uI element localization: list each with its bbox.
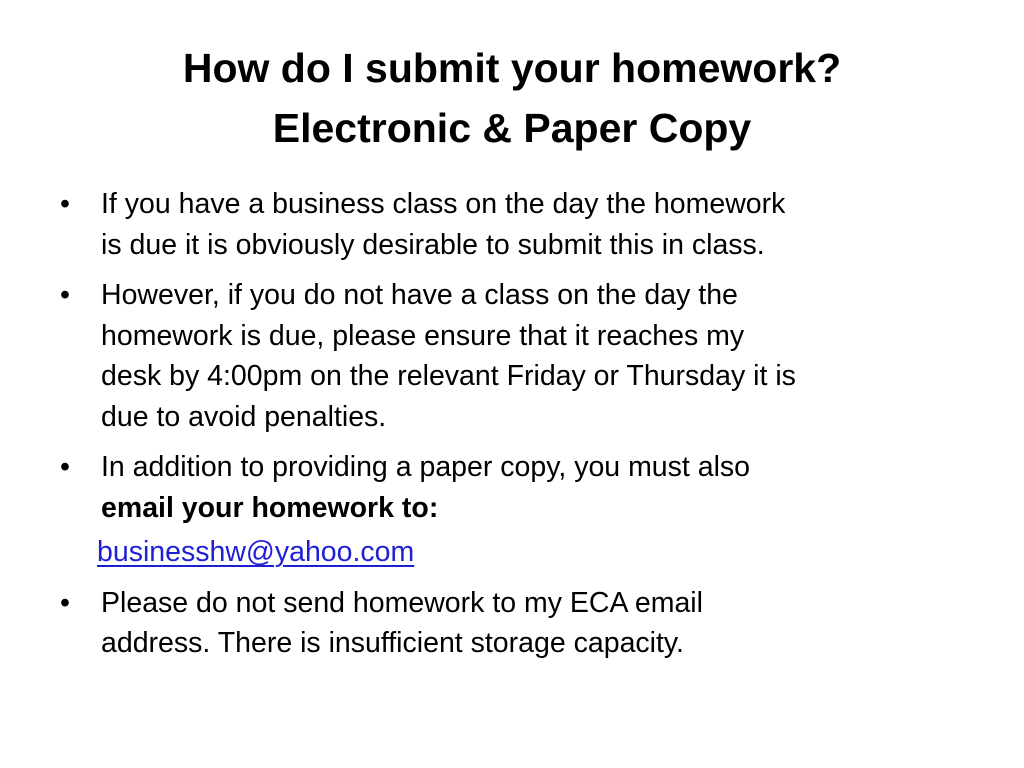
slide-title-line-1: How do I submit your homework? xyxy=(182,45,842,91)
bullet-text-line: address. There is insufficient storage capacity. xyxy=(101,627,684,659)
slide-body xyxy=(60,184,980,674)
bullet-text-line: Please do not send homework to my ECA email xyxy=(101,586,703,619)
email-link[interactable]: businesshw@yahoo.com xyxy=(97,536,415,568)
bullet-text-line: In addition to providing a paper copy, you must also xyxy=(101,451,751,483)
bullet-text-line-bold: email your homework to: xyxy=(101,491,439,524)
bullet-text-line: due to avoid penalties. xyxy=(101,400,387,433)
bullet-item-eca-email xyxy=(60,583,980,664)
bullet-text-line: homework is due, please ensure that it reaches my xyxy=(101,319,745,352)
bullet-item-email-homework xyxy=(60,447,980,528)
bullet-text-line: However, if you do not have a class on the day the xyxy=(101,279,738,311)
bullet-icon: • xyxy=(60,451,70,483)
bullet-text-line: If you have a business class on the day the homework xyxy=(101,188,786,220)
bullet-icon: • xyxy=(60,188,70,220)
email-row xyxy=(60,532,980,573)
bullet-icon: • xyxy=(60,279,70,311)
slide-title xyxy=(60,38,964,158)
slide-title-line-2: Electronic & Paper Copy xyxy=(272,105,752,151)
bullet-item-no-class xyxy=(60,275,980,437)
bullet-text-line: is due it is obviously desirable to submit this in class. xyxy=(101,228,765,261)
bullet-item-business-class xyxy=(60,184,980,265)
bullet-text-line: desk by 4:00pm on the relevant Friday or Thursday it is xyxy=(101,360,796,392)
bullet-icon: • xyxy=(60,586,70,619)
